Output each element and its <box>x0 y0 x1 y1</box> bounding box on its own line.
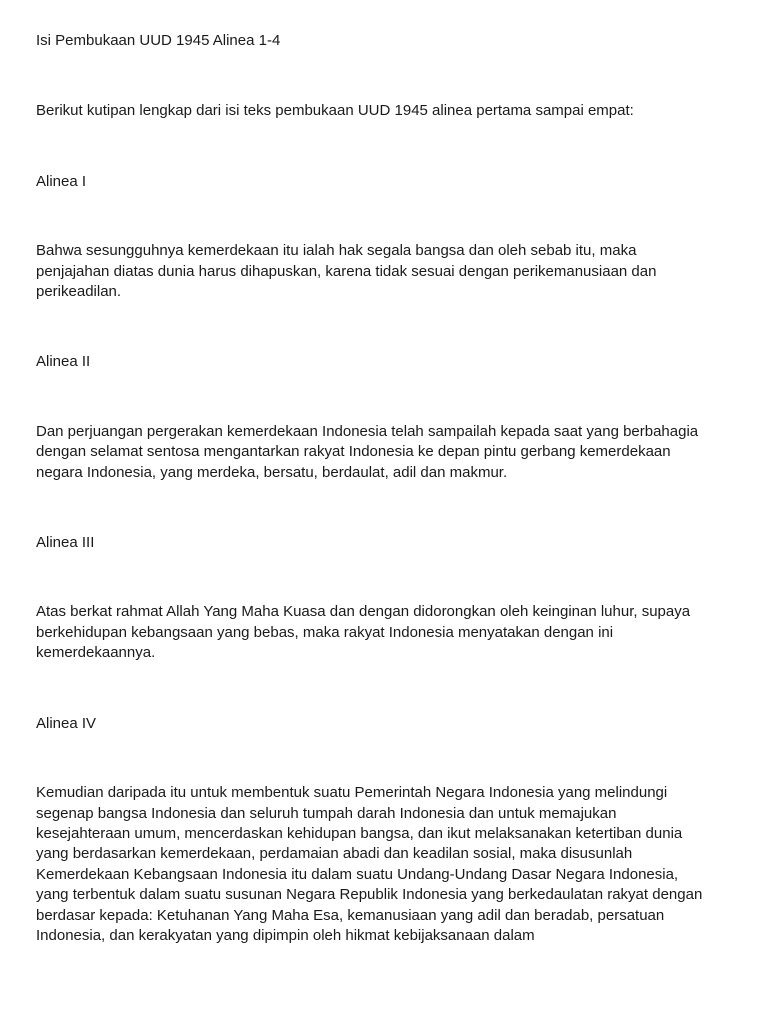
intro-paragraph: Berikut kutipan lengkap dari isi teks pembukaan UUD 1945 alinea pertama sampai empat: <box>36 102 634 120</box>
section-heading-alinea-4: Alinea IV <box>36 714 97 732</box>
section-paragraph-alinea-4 <box>36 783 736 946</box>
paragraph-line: yang terbentuk dalam suatu susunan Negara Republik Indonesia yang berkedaulatan rakyat dengan <box>36 886 703 904</box>
paragraph-line: Kemudian daripada itu untuk membentuk suatu Pemerintah Negara Indonesia yang melindungi <box>36 784 668 802</box>
paragraph-line: Atas berkat rahmat Allah Yang Maha Kuasa dan dengan didorongkan oleh keinginan luhur, supaya <box>36 603 691 621</box>
document-title: Isi Pembukaan UUD 1945 Alinea 1-4 <box>36 32 281 49</box>
paragraph-line: Indonesia, dan kerakyatan yang dipimpin oleh hikmat kebijaksanaan dalam <box>36 926 535 944</box>
paragraph-line: kesejahteraan umum, mencerdaskan kehidupan bangsa, dan ikut melaksanakan ketertiban dunia <box>36 824 683 842</box>
section-paragraph-alinea-1 <box>36 241 736 302</box>
paragraph-line: berkehidupan kebangsaan yang bebas, maka rakyat Indonesia menyatakan dengan ini <box>36 623 614 641</box>
section-heading-alinea-1: Alinea I <box>36 172 87 190</box>
paragraph-line: Bahwa sesungguhnya kemerdekaan itu ialah hak segala bangsa dan oleh sebab itu, maka <box>36 242 637 260</box>
paragraph-line: berdasar kepada: Ketuhanan Yang Maha Esa, kemanusiaan yang adil dan beradab, persatuan <box>36 906 665 924</box>
paragraph-line: yang berdasarkan kemerdekaan, perdamaian abadi dan keadilan sosial, maka disusunlah <box>36 845 633 863</box>
document-page <box>36 31 736 946</box>
paragraph-line: dengan selamat sentosa mengantarkan rakyat Indonesia ke depan pintu gerbang kemerdekaan <box>36 443 671 461</box>
section-paragraph-alinea-2 <box>36 422 736 483</box>
paragraph-line: segenap bangsa Indonesia dan seluruh tumpah darah Indonesia dan untuk memajukan <box>36 804 617 822</box>
section-heading-alinea-3: Alinea III <box>36 534 95 552</box>
paragraph-line: penjajahan diatas dunia harus dihapuskan, karena tidak sesuai dengan perikemanusiaan dan <box>36 262 657 280</box>
section-heading-alinea-2: Alinea II <box>36 353 91 371</box>
paragraph-line: Kemerdekaan Kebangsaan Indonesia itu dalam suatu Undang-Undang Dasar Negara Indonesia, <box>36 865 679 883</box>
paragraph-line: Dan perjuangan pergerakan kemerdekaan Indonesia telah sampailah kepada saat yang berbahagia <box>36 422 699 440</box>
paragraph-line: perikeadilan. <box>36 283 122 301</box>
paragraph-line: kemerdekaannya. <box>36 644 156 662</box>
section-paragraph-alinea-3 <box>36 602 736 663</box>
paragraph-line: negara Indonesia, yang merdeka, bersatu, berdaulat, adil dan makmur. <box>36 463 508 481</box>
